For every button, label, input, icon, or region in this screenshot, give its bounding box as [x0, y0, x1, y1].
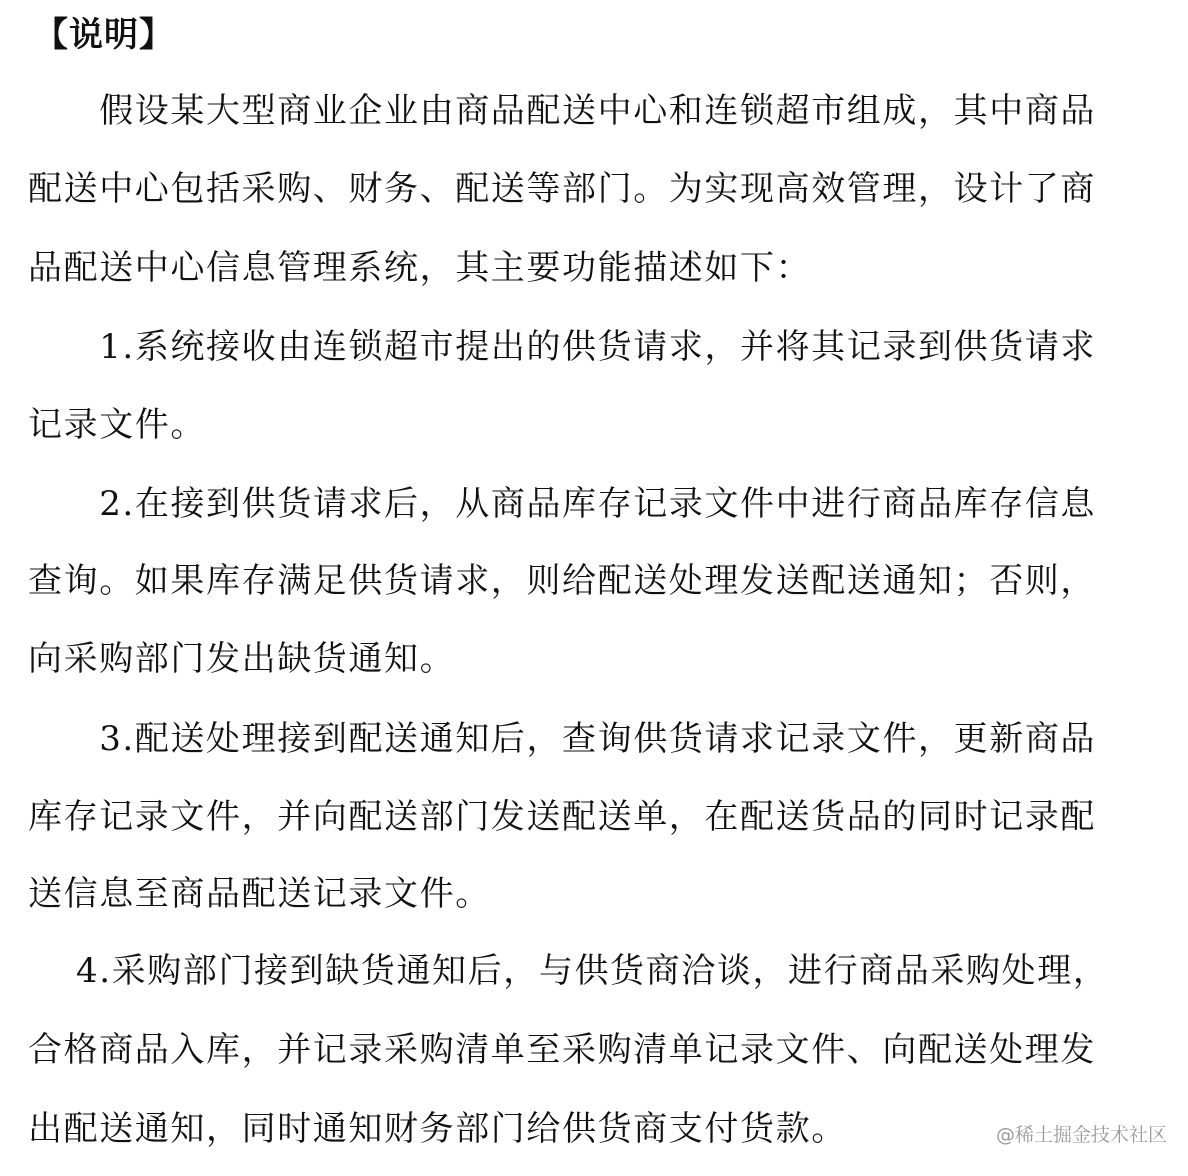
item-4-line-1: 4.采购部门接到缺货通知后，与供货商洽谈，进行商品采购处理， [28, 951, 1109, 991]
watermark: @稀土掘金技术社区 [996, 1124, 1168, 1146]
paragraph-intro-line-3: 品配送中心信息管理系统，其主要功能描述如下： [28, 248, 812, 288]
item-4-line-2: 合格商品入库，并记录采购清单至采购清单记录文件、向配送处理发 [28, 1030, 1096, 1070]
item-2-line-3: 向采购部门发出缺货通知。 [28, 639, 456, 679]
item-3-line-3: 送信息至商品配送记录文件。 [28, 874, 491, 914]
item-2-line-2: 查询。如果库存满足供货请求，则给配送处理发送配送通知；否则， [28, 561, 1096, 601]
item-4-line-3: 出配送通知，同时通知财务部门给供货商支付货款。 [28, 1109, 847, 1149]
paragraph-intro-line-2: 配送中心包括采购、财务、配送等部门。为实现高效管理，设计了商 [28, 169, 1096, 209]
item-3-line-1: 3.配送处理接到配送通知后，查询供货请求记录文件，更新商品 [28, 719, 1097, 759]
item-3-line-2: 库存记录文件，并向配送部门发送配送单，在配送货品的同时记录配 [28, 797, 1096, 837]
section-heading: 【说明】 [34, 15, 174, 55]
item-2-line-1: 2.在接到供货请求后，从商品库存记录文件中进行商品库存信息 [28, 484, 1097, 524]
paragraph-intro-line-1: 假设某大型商业企业由商品配送中心和连锁超市组成，其中商品 [28, 91, 1096, 131]
item-1-line-1: 1.系统接收由连锁超市提出的供货请求，并将其记录到供货请求 [28, 327, 1097, 367]
item-1-line-2: 记录文件。 [28, 405, 206, 445]
